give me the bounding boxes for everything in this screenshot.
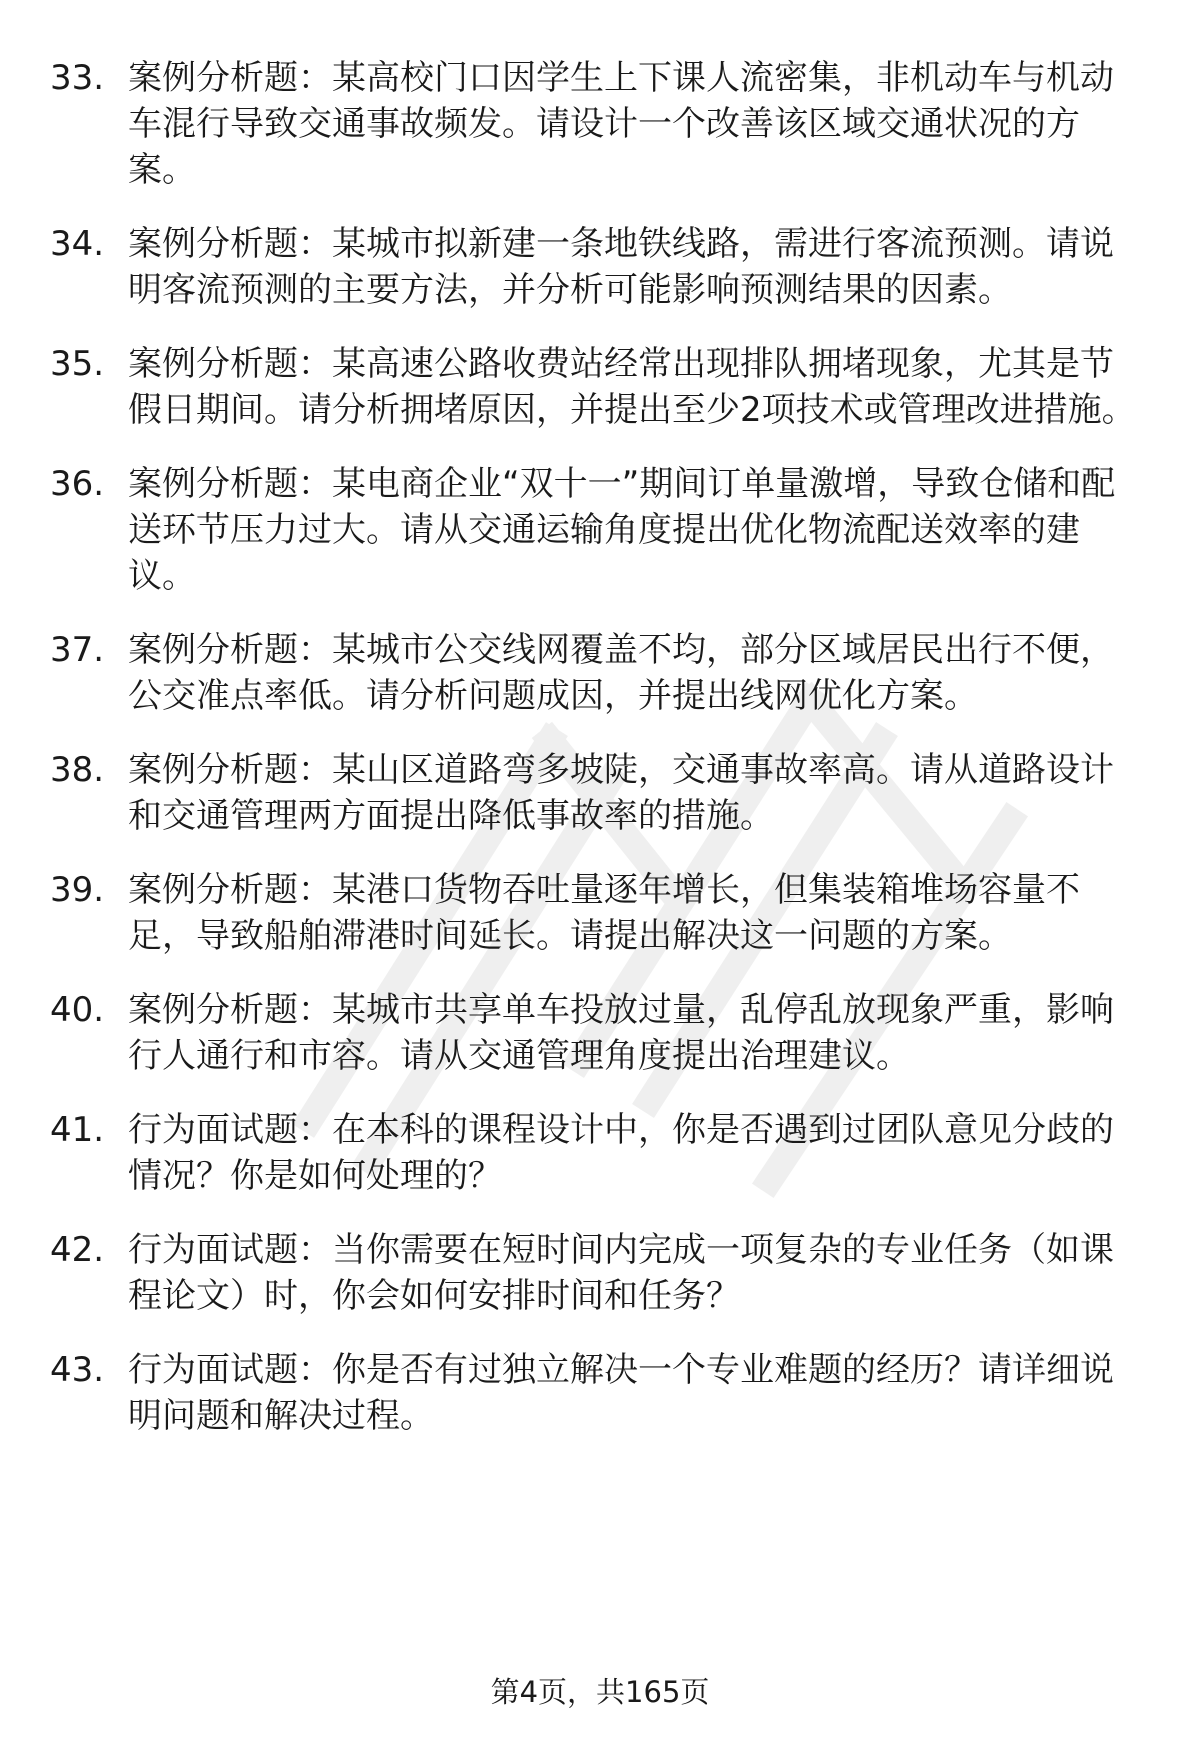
question-number: 41. [50, 1110, 105, 1150]
question-item [0, 867, 1200, 959]
question-number: 40. [50, 990, 105, 1030]
question-text: 案例分析题：某高校门口因学生上下课人流密集，非机动车与机动车混行导致交通事故频发。请设计一个改善该区域交通状况的方案。 [128, 58, 1114, 190]
question-text: 案例分析题：某城市公交线网覆盖不均，部分区域居民出行不便，公交准点率低。请分析问题成因，并提出线网优化方案。 [128, 630, 1114, 716]
question-text: 案例分析题：某山区道路弯多坡陡，交通事故率高。请从道路设计和交通管理两方面提出降低事故率的措施。 [128, 750, 1114, 836]
question-text: 案例分析题：某电商企业“双十一”期间订单量激增，导致仓储和配送环节压力过大。请从交通运输角度提出优化物流配送效率的建议。 [128, 464, 1116, 596]
question-text: 案例分析题：某城市拟新建一条地铁线路，需进行客流预测。请说明客流预测的主要方法，并分析可能影响预测结果的因素。 [128, 224, 1114, 310]
question-item [0, 1107, 1200, 1199]
question-number: 42. [50, 1230, 105, 1270]
question-text: 案例分析题：某城市共享单车投放过量，乱停乱放现象严重，影响行人通行和市容。请从交通管理角度提出治理建议。 [128, 990, 1114, 1076]
question-item [0, 221, 1200, 313]
question-text: 行为面试题：当你需要在短时间内完成一项复杂的专业任务（如课程论文）时，你会如何安排时间和任务？ [128, 1230, 1114, 1316]
question-text: 行为面试题：你是否有过独立解决一个专业难题的经历？请详细说明问题和解决过程。 [128, 1350, 1114, 1436]
question-number: 34. [50, 224, 105, 264]
question-number: 38. [50, 750, 105, 790]
question-item [0, 1347, 1200, 1439]
question-item [0, 627, 1200, 719]
question-text: 案例分析题：某高速公路收费站经常出现排队拥堵现象，尤其是节假日期间。请分析拥堵原因，并提出至少2项技术或管理改进措施。 [128, 344, 1136, 430]
question-number: 35. [50, 344, 105, 384]
question-text: 行为面试题：在本科的课程设计中，你是否遇到过团队意见分歧的情况？你是如何处理的？ [128, 1110, 1114, 1196]
question-item [0, 987, 1200, 1079]
question-list [0, 55, 1200, 1467]
question-item [0, 55, 1200, 193]
question-text: 案例分析题：某港口货物吞吐量逐年增长，但集装箱堆场容量不足，导致船舶滞港时间延长。请提出解决这一问题的方案。 [128, 870, 1080, 956]
question-number: 37. [50, 630, 105, 670]
question-number: 43. [50, 1350, 105, 1390]
question-number: 39. [50, 870, 105, 910]
question-number: 33. [50, 58, 105, 98]
question-item [0, 1227, 1200, 1319]
page-footer: 第4页，共165页 [490, 1675, 710, 1709]
question-item [0, 341, 1200, 433]
question-item [0, 461, 1200, 599]
question-item [0, 747, 1200, 839]
question-number: 36. [50, 464, 105, 504]
